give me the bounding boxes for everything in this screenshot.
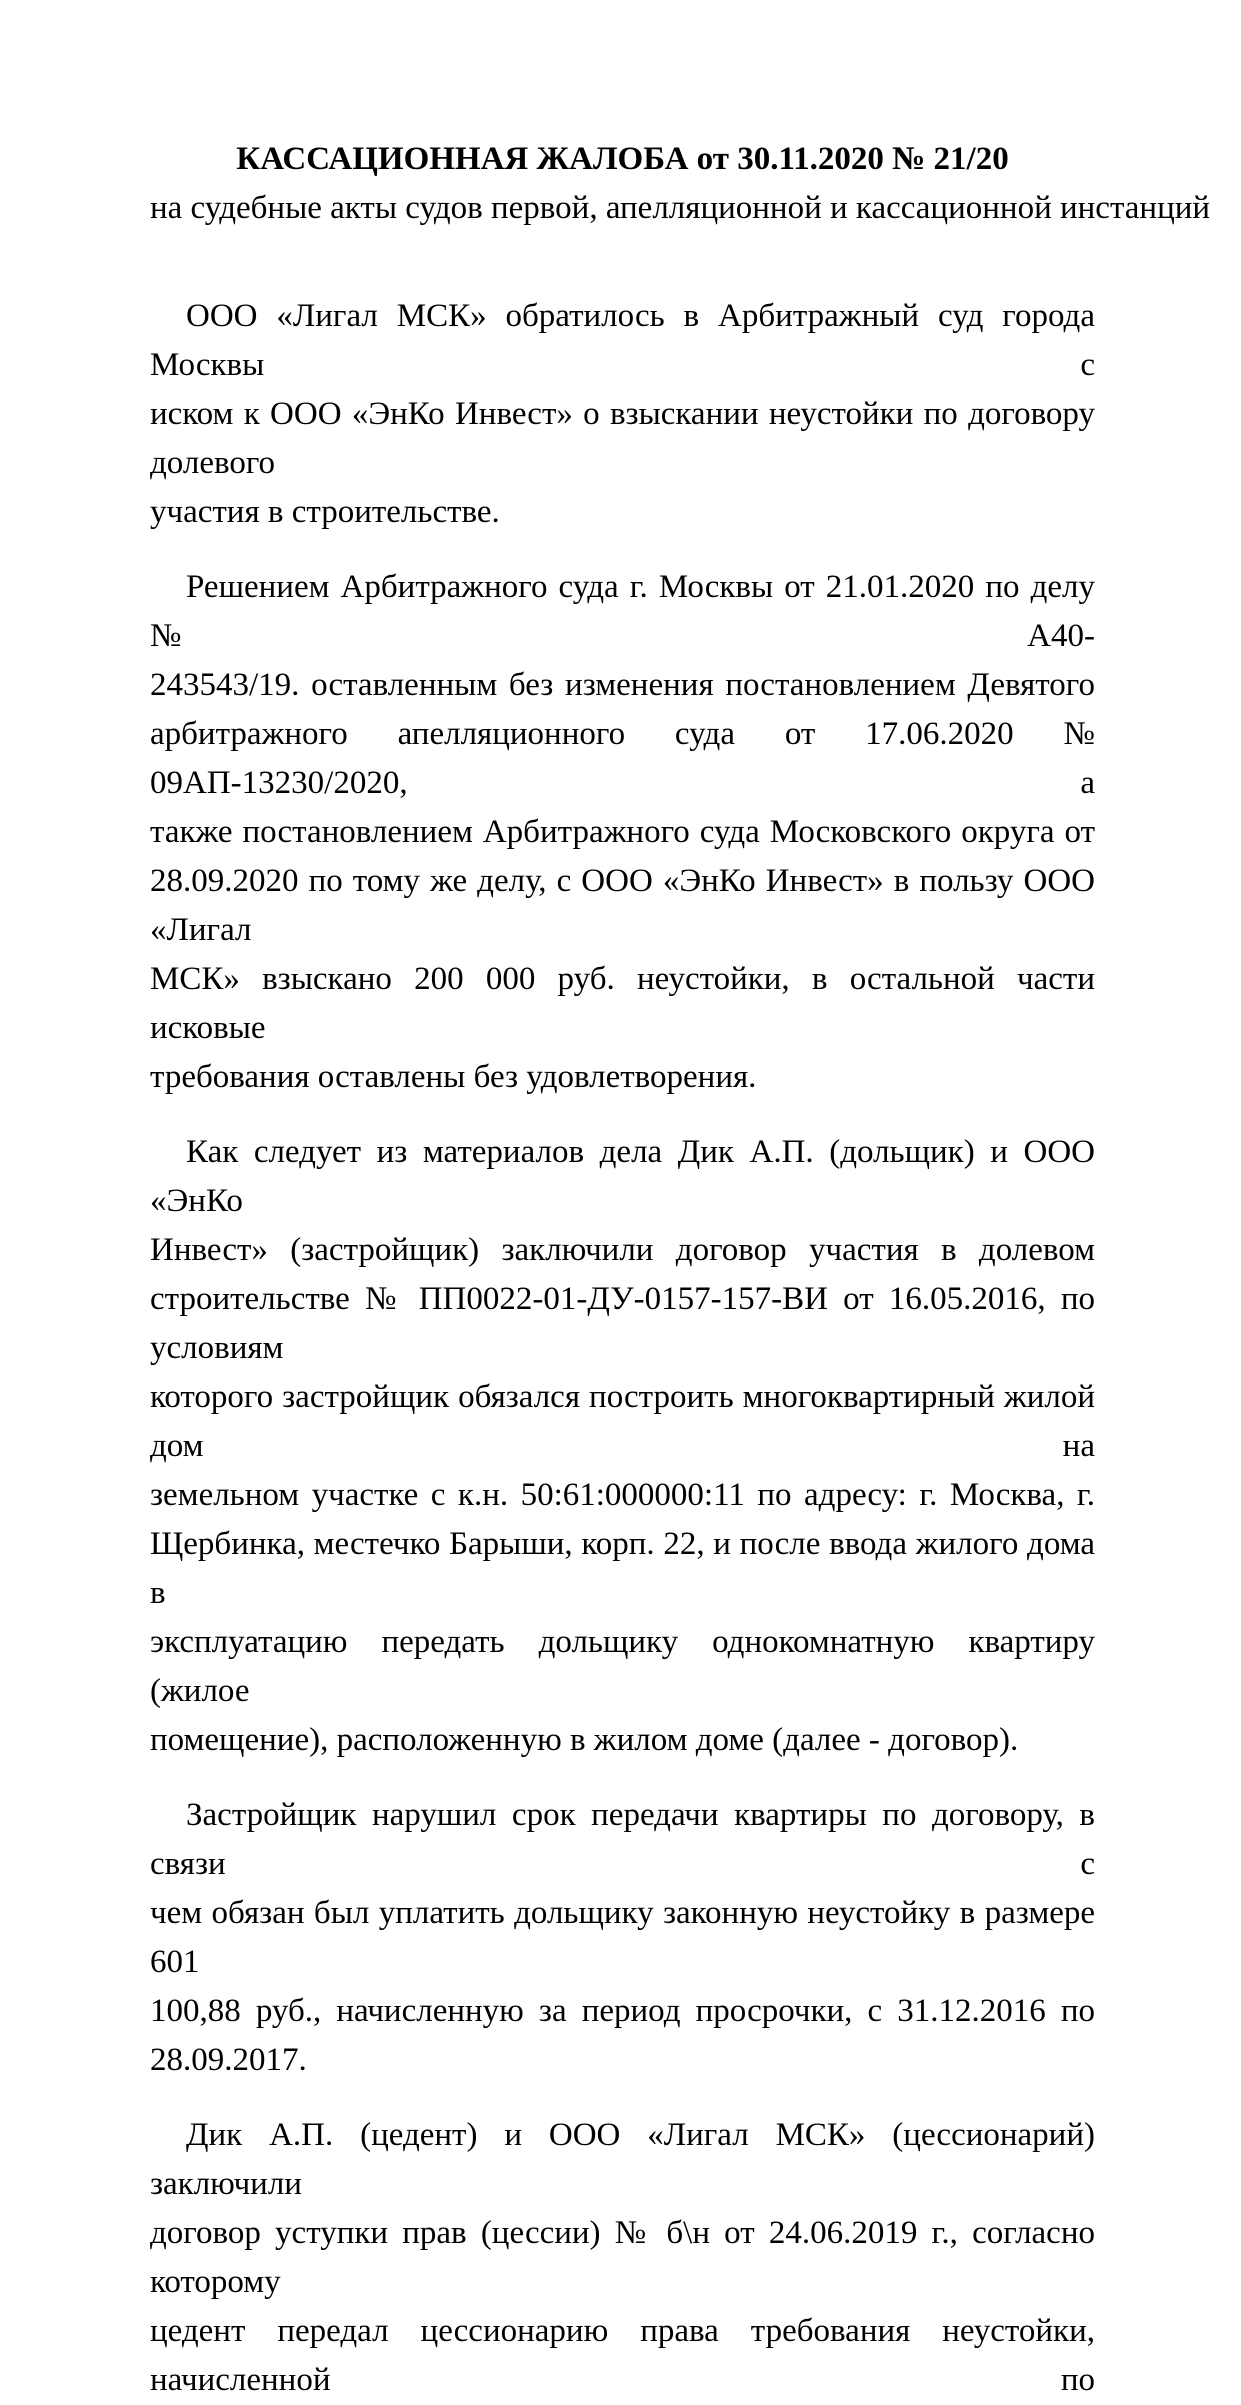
- text-line: чем обязан был уплатить дольщику законную неустойку в размере 601: [150, 1895, 1095, 1980]
- paragraph: [150, 2111, 1095, 2405]
- text-line: помещение), расположенную в жилом доме (далее - договор).: [150, 1722, 1019, 1758]
- text-line: эксплуатацию передать дольщику однокомнатную квартиру (жилое: [150, 1624, 1095, 1709]
- text-line: также постановлением Арбитражного суда Московского округа от: [150, 814, 1095, 850]
- document-subtitle: на судебные акты судов первой, апелляционной и кассационной инстанций: [150, 190, 1211, 226]
- text-line: Как следует из материалов дела Дик А.П. (дольщик) и ООО «ЭнКо: [150, 1134, 1095, 1219]
- text-line: Застройщик нарушил срок передачи квартиры по договору, в связи с: [150, 1797, 1095, 1882]
- text-line: строительстве № ПП0022-01-ДУ-0157-157-ВИ от 16.05.2016, по условиям: [150, 1281, 1095, 1366]
- text-line: требования оставлены без удовлетворения.: [150, 1059, 757, 1095]
- paragraph: [150, 1791, 1095, 2085]
- document-body: [150, 292, 1095, 2405]
- text-line: Щербинка, местечко Барыши, корп. 22, и после ввода жилого дома в: [150, 1526, 1095, 1611]
- text-line: 243543/19. оставленным без изменения постановлением Девятого: [150, 667, 1095, 703]
- text-line: договор уступки прав (цессии) № б\н от 24.06.2019 г., согласно которому: [150, 2215, 1095, 2300]
- text-line: арбитражного апелляционного суда от 17.06.2020 № 09АП-13230/2020, а: [150, 716, 1095, 801]
- text-line: 100,88 руб., начисленную за период просрочки, с 31.12.2016 по 28.09.2017.: [150, 1993, 1095, 2078]
- text-line: 28.09.2020 по тому же делу, с ООО «ЭнКо Инвест» в пользу ООО «Лигал: [150, 863, 1095, 948]
- paragraph: [150, 292, 1095, 537]
- text-line: Решением Арбитражного суда г. Москвы от 21.01.2020 по делу № А40-: [150, 569, 1095, 654]
- paragraph: [150, 563, 1095, 1102]
- text-line: земельном участке с к.н. 50:61:000000:11 по адресу: г. Москва, г.: [150, 1477, 1095, 1513]
- text-line: Дик А.П. (цедент) и ООО «Лигал МСК» (цессионарий) заключили: [150, 2117, 1095, 2202]
- text-line: МСК» взыскано 200 000 руб. неустойки, в остальной части исковые: [150, 961, 1095, 1046]
- document-title: КАССАЦИОННАЯ ЖАЛОБА от 30.11.2020 № 21/20: [236, 141, 1009, 177]
- text-line: иском к ООО «ЭнКо Инвест» о взыскании неустойки по договору долевого: [150, 396, 1095, 481]
- text-line: цедент передал цессионарию права требования неустойки, начисленной по: [150, 2313, 1095, 2398]
- text-line: участия в строительстве.: [150, 494, 500, 530]
- text-line: Инвест» (застройщик) заключили договор участия в долевом: [150, 1232, 1095, 1268]
- text-line: которого застройщик обязался построить многоквартирный жилой дом на: [150, 1379, 1095, 1464]
- paragraph: [150, 1128, 1095, 1765]
- text-line: ООО «Лигал МСК» обратилось в Арбитражный суд города Москвы с: [150, 298, 1095, 383]
